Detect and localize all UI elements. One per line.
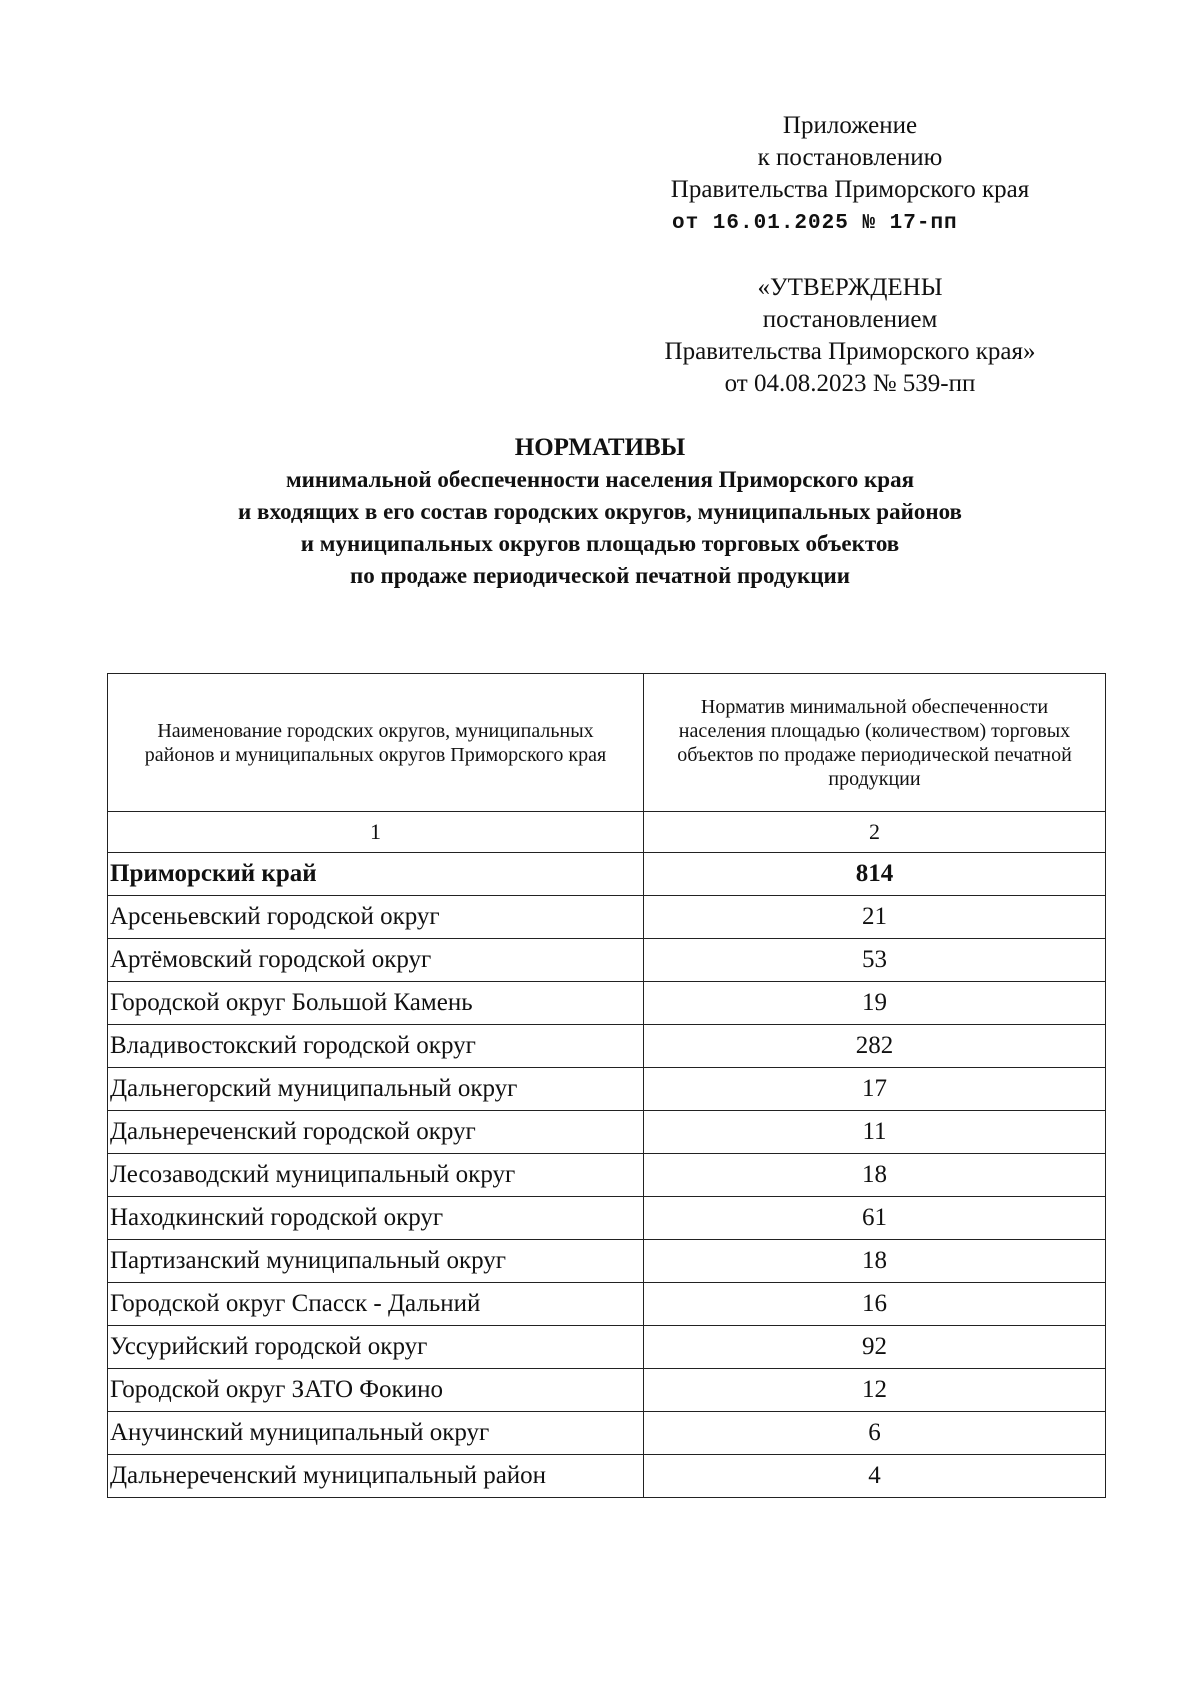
annex-line: Правительства Приморского края [670, 176, 1030, 203]
column-number-row [108, 812, 1106, 853]
document-heading: НОРМАТИВЫ [514, 434, 686, 461]
norm-value: 282 [644, 1025, 1106, 1068]
region-name: Дальнереченский городской округ [108, 1111, 644, 1154]
table-row [108, 1283, 1106, 1326]
document-subtitle-line: минимальной обеспеченности населения Приморского края [285, 467, 915, 492]
table-row [108, 1111, 1106, 1154]
table-row [108, 939, 1106, 982]
norm-value: 12 [644, 1369, 1106, 1412]
region-name: Городской округ Большой Камень [108, 982, 644, 1025]
document-title [100, 432, 1100, 592]
region-name: Дальнегорский муниципальный округ [108, 1068, 644, 1111]
norm-value: 18 [644, 1240, 1106, 1283]
norm-value: 53 [644, 939, 1106, 982]
table-row [108, 1369, 1106, 1412]
table-row [108, 1455, 1106, 1498]
column-number: 2 [644, 812, 1106, 853]
annex-line: к постановлению [757, 144, 943, 171]
annex-date-stamp: от 16.01.2025 № 17-пп [672, 212, 958, 235]
region-name: Анучинский муниципальный округ [108, 1412, 644, 1455]
table-row [108, 1326, 1106, 1369]
table-row [108, 1025, 1106, 1068]
region-name: Партизанский муниципальный округ [108, 1240, 644, 1283]
norm-value: 61 [644, 1197, 1106, 1240]
table-row-total [108, 853, 1106, 896]
region-name: Владивостокский городской округ [108, 1025, 644, 1068]
region-name: Лесозаводский муниципальный округ [108, 1154, 644, 1197]
table-row [108, 1068, 1106, 1111]
norm-value: 18 [644, 1154, 1106, 1197]
approved-line: постановлением [762, 306, 938, 333]
norm-value: 814 [644, 853, 1106, 896]
region-name: Находкинский городской округ [108, 1197, 644, 1240]
approved-block [600, 272, 1100, 400]
norm-value: 4 [644, 1455, 1106, 1498]
norm-value: 16 [644, 1283, 1106, 1326]
norm-value: 21 [644, 896, 1106, 939]
table-header-row [108, 674, 1106, 812]
column-number: 1 [108, 812, 644, 853]
region-name: Городской округ ЗАТО Фокино [108, 1369, 644, 1412]
column-header-norm: Норматив минимальной обеспеченности населения площадью (количеством) торговых объектов по продаже периодической печатной продукции [644, 674, 1106, 812]
norm-value: 6 [644, 1412, 1106, 1455]
table-row [108, 1154, 1106, 1197]
norm-value: 92 [644, 1326, 1106, 1369]
region-name: Артёмовский городской округ [108, 939, 644, 982]
table-row [108, 1240, 1106, 1283]
norm-value: 19 [644, 982, 1106, 1025]
table-row [108, 982, 1106, 1025]
norm-value: 11 [644, 1111, 1106, 1154]
norm-value: 17 [644, 1068, 1106, 1111]
region-name: Приморский край [108, 853, 644, 896]
region-name: Дальнереченский муниципальный район [108, 1455, 644, 1498]
norms-table [107, 673, 1106, 1498]
document-subtitle-line: по продаже периодической печатной продукции [349, 563, 851, 588]
approved-line: Правительства Приморского края» [664, 338, 1036, 365]
approved-title: «УТВЕРЖДЕНЫ [757, 274, 943, 301]
column-header-name: Наименование городских округов, муниципальных районов и муниципальных округов Приморского края [108, 674, 644, 812]
table-row [108, 1197, 1106, 1240]
region-name: Уссурийский городской округ [108, 1326, 644, 1369]
table-row [108, 1412, 1106, 1455]
region-name: Городской округ Спасск - Дальний [108, 1283, 644, 1326]
annex-block [600, 110, 1100, 240]
approved-date: от 04.08.2023 № 539-пп [724, 370, 976, 397]
annex-title: Приложение [782, 112, 918, 139]
document-subtitle-line: и входящих в его состав городских округов, муниципальных районов [238, 499, 962, 524]
document-subtitle-line: и муниципальных округов площадью торговых объектов [300, 531, 900, 556]
table-row [108, 896, 1106, 939]
region-name: Арсеньевский городской округ [108, 896, 644, 939]
